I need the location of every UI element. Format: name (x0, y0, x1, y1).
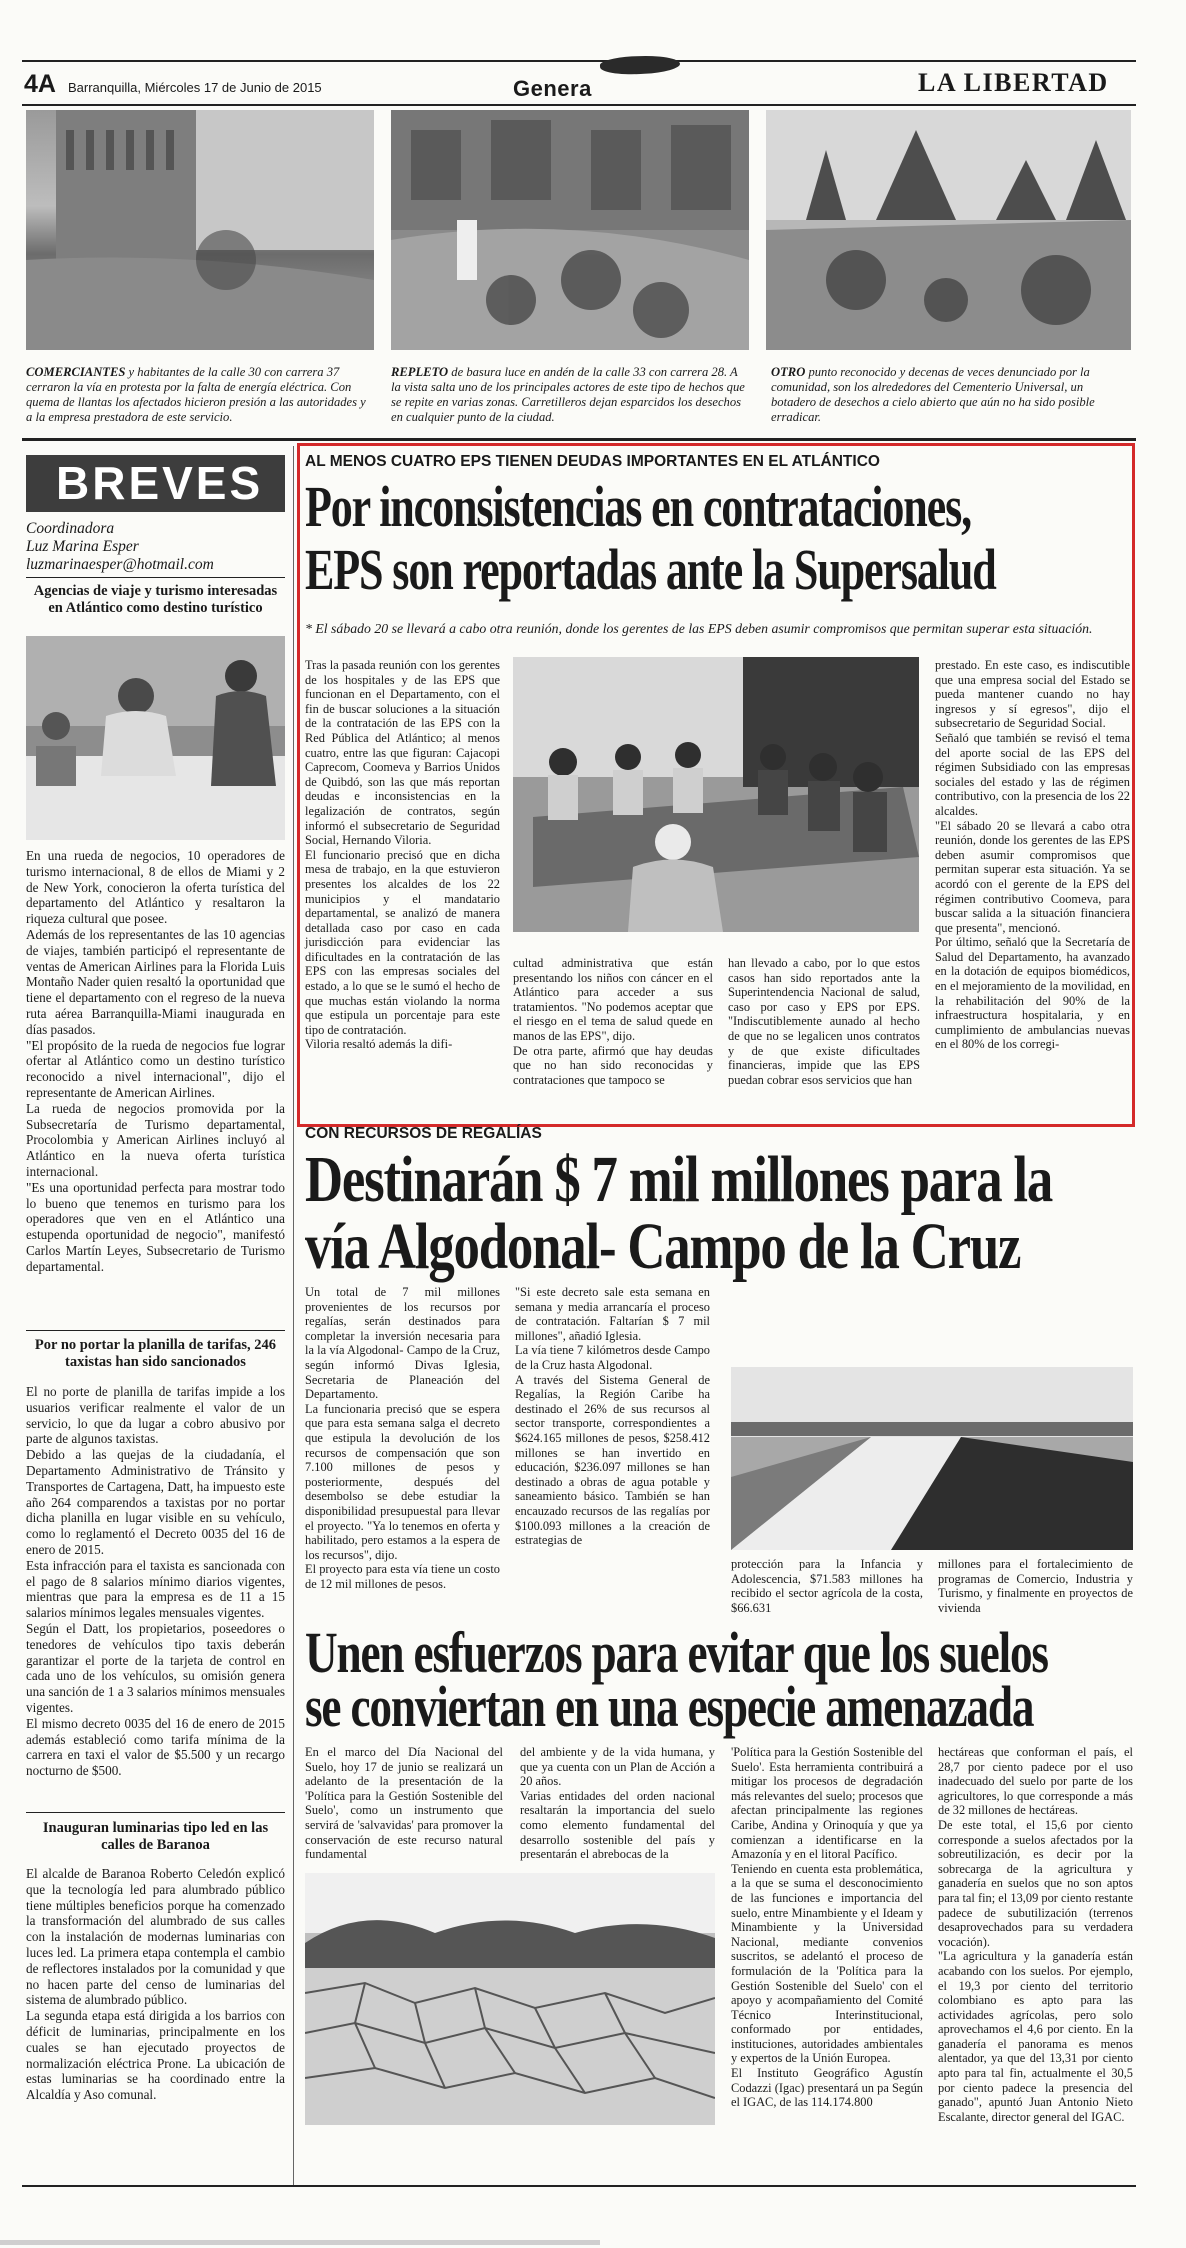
photo-road-construction (731, 1367, 1133, 1550)
caption-protest: COMERCIANTES y habitantes de la calle 30 con carrera 37 cerraron la vía en protesta por la falta de energía eléctrica. Con quema de llantas los afectados hicieron presión a las autoridades y a la empresa prestadora de este servicio. (26, 365, 366, 424)
article3-col4: hectáreas que conforman el país, el 28,7 por ciento padece por el uso inadecuado del suelo por parte de los agricultores, lo que corresponde a más de 32 millones de hectáreas. De este total, el 15,6 por ciento corresponde a suelos afectados por la sobreutilización, es decir por la sobrecarga de la agricultura y ganadería en suelos que no son aptos para tal fin; el 13,09 por ciento restante padece de subutilización (terrenos desaprovechados para su verdadera vocación). "La agricultura y la ganadería están acabando con los suelos. Por ejemplo, el 19,3 por ciento del territorio colombiano es apto para las actividades agrícolas, pero solo aprovechamos el 4,6 por ciento. En la ganadería el panorama es menos alentador, ya que del 13,31 por ciento apto para tal fin, actualmente el 30,5 por ciento padece la presencia del ganado", apuntó Juan Antonio Nieto Escalante, director general del IGAC. (938, 1745, 1133, 2124)
article1-col2: cultad administrativa que están presentando los niños con cáncer en el Atlántico para acceder a sus tratamientos. "No podemos aceptar que el riesgo en el tema de salud quede en manos de las EPS", dijo. De otra parte, afirmó que hay deudas que no han sido reconocidas y contrataciones que tampoco se (513, 956, 713, 1087)
section-name: Genera (513, 76, 592, 101)
section-smudge (600, 54, 681, 76)
coordinator-name: Luz Marina Esper (26, 538, 139, 555)
page-number: 4A (24, 70, 56, 98)
article1-kicker: AL MENOS CUATRO EPS TIENEN DEUDAS IMPORTANTES EN EL ATLÁNTICO (305, 453, 880, 470)
article1-col4: prestado. En este caso, es indiscutible que una empresa social del Estado se pueda mantener cuando no hay ingresos y sí egresos", dijo el subsecretario de Seguridad Social. Señaló que también se revisó el tema del aporte social de las EPS del régimen Subsidiado con las empresas sociales del estado y las de régimen contributivo, con la presencia de los 22 alcaldes. "El sábado 20 se llevará a cabo otra reunión, donde los gerentes de las EPS deben asumir compromisos que permitan superar esta situación. Ya se acordó con el gerente de la EPS del régimen contributivo Coomeva, para buscar salida a la situación financiera que presenta", mencionó. Por último, señaló que la Secretaría de Salud del Departamento, ha avanzado en la dotación de equipos biomédicos, en el mejoramiento de la movilidad, en la rehabilitación del 90% de la infraestructura hospitalaria, y en cumplimiento de ambulancias nuevas en el 80% de los corregi- (935, 658, 1130, 1052)
article1-col3: han llevado a cabo, por lo que estos casos han sido reportados ante la Superintendencia Nacional de salud, caso por caso y EPS por EPS. "Indiscutiblemente aunado al hecho de que no se legalicen unos contratos y de que existe dificultades financieras, impide que las EPS puedan cobrar esos servicios que han (728, 956, 920, 1087)
article3-headline-line2: se conviertan en una especie amenazada (305, 1674, 1034, 1739)
article3-headline-line1: Unen esfuerzos para evitar que los suelos (305, 1620, 1048, 1685)
caption-cemetery: OTRO punto reconocido y decenas de veces denunciado por la comunidad, son los alrededores del Cementerio Universal, un botadero de desechos a cielo abierto que aún no ha sido posible erradicar. (771, 365, 1095, 424)
article1-headline-line2: EPS son reportadas ante la Supersalud (305, 537, 996, 602)
photo-garbage-street (391, 110, 749, 350)
photo-protest-street (26, 110, 374, 350)
breves-banner: BREVES (26, 455, 285, 512)
article2-headline-line2: vía Algodonal- Campo de la Cruz (305, 1210, 1021, 1283)
breves-coordinator (26, 520, 285, 574)
article3-col1: En el marco del Día Nacional del Suelo, hoy 17 de junio se realizará un adelanto de la presentación de la 'Política para la Gestión Sostenible del Suelo', como un instrumento que servirá de 'salvavidas' para promover la conservación de este recurso natural fundamental (305, 1745, 503, 1862)
brief-title-travel: Agencias de viaje y turismo interesadas en Atlántico como destino turístico (33, 583, 278, 616)
coordinator-email: luzmarinaesper@hotmail.com (26, 556, 214, 573)
article2-col2: "Si este decreto sale esta semana en semana y media arrancaría el proceso de contratación. Faltarían $ 7 mil millones", añadió Iglesia. La vía tiene 7 kilómetros desde Campo de la Cruz hasta Algodonal. A través del Sistema General de Regalías, la Región Caribe ha destinado el 26% de sus recursos al sector transporte, correspondientes a $624.165 millones de pesos, $258.412 millones se han invertido en educación, $236.097 millones se han destinado a obras de agua potable y saneamiento básico. También se han encauzado recursos de las regalías por $100.093 millones a la creación de estrategias de (515, 1285, 710, 1548)
article3-col2: del ambiente y de la vida humana, y que ya cuenta con un Plan de Acción a 20 años. Varias entidades del orden nacional resaltarán la importancia del suelo como elemento fundamental del desarrollo sostenible del país y presentarán el abrebocas de la (520, 1745, 715, 1862)
caption-garbage: REPLETO de basura luce en andén de la calle 33 con carrera 28. A la vista salta uno de los principales actores de este tipo de hechos que se repite en varias zonas. Carretilleros dejan esparcidos los desechos en cualquier punto de la ciudad. (391, 365, 745, 424)
article3-col3: 'Política para la Gestión Sostenible del Suelo'. Esta herramienta contribuirá a mitigar los procesos de degradación más relevantes del suelo; procesos que afectan principalmente las regiones Caribe, Andina y Orinoquía y que ya comienzan a identificarse en la Amazonía y en el litoral Pacífico. Teniendo en cuenta esta problemática, a la que se suma el desconocimiento de las funciones e importancia del suelo, entre Minambiente y el Ideam y Minambiente y la Universidad Nacional, mediante convenios suscritos, se adelantó el proceso de formulación de la 'Política para la Gestión Sostenible del Suelo' con el apoyo y acompañamiento del Comité Técnico Interinstitucional, conformado por entidades, instituciones, autoridades ambientales y expertos de la Unión Europea. El Instituto Geográfico Agustín Codazzi (Igac) presentará un pa Según el IGAC, de las 114.174.800 (731, 1745, 923, 2110)
photo-eps-meeting (513, 657, 919, 932)
article2-col3: protección para la Infancia y Adolescencia, $71.583 millones ha recibido el sector agrícola de la costa, $66.631 (731, 1557, 923, 1615)
article1-col1: Tras la pasada reunión con los gerentes de los hospitales y de las EPS que funcionan en el Departamento, con el fin de buscar soluciones a la situación de la contratación de las EPS con la Red Pública del Atlántico; al menos cuatro, entre las que figuran: Cajacopi Caprecom, Coomeva y Barrios Unidos de Quibdó, son las que más reportan deudas e inconsistencias en la legalización de contratos, según informó el subsecretario de Seguridad Social, Hernando Viloria. El funcionario precisó que en dicha mesa de trabajo, en la que estuvieron presentes los alcaldes de los 22 municipios y el mandatario departamental, se analizó de manera detallada caso por caso en cada jurisdicción para evidenciar las dificultades en la contratación de las EPS con las empresas sociales del estado, a lo que se le sumó el hecho de que muchas están violando la norma que estipula un porcentaje para este tipo de contratación. Viloria resaltó además la difi- (305, 658, 500, 1052)
photo-cemetery-dump (766, 110, 1131, 350)
article2-col1: Un total de 7 mil millones provenientes de los recursos por regalías, serán destinados para completar la inversión necesaria para la la vía Algodonal- Campo de la Cruz, según informó Divas Iglesia, Secretaria de Planeación del Departamento. La funcionaria precisó que se espera que para esta semana salga el decreto que estipula la devolución de los recursos de compensación que son 7.100 millones de pesos y posteriormente, después del desembolso se debe estudiar la disponibilidad presupuestal para llevar el proyecto. "Ya lo tenemos en oferta y habilitado, pero estamos a la espera de los recursos", dijo. El proyecto para esta vía tiene un costo de 12 mil millones de pesos. (305, 1285, 500, 1591)
coordinator-label: Coordinadora (26, 520, 115, 537)
brief-body-taxis: El no porte de planilla de tarifas impide a los usuarios verificar realmente el valor de un servicio, lo que da lugar a cobro abusivo por parte de algunos taxistas. Debido a las quejas de la ciudadanía, el Departamento Administrativo de Tránsito y Transportes de Cartagena, Datt, ha impuesto este año 264 comparendos a taxistas por no portar dicha planilla en lugar visible en su vehículo, como lo reglamentó el Decreto 0035 del 16 de enero de 2015. Esta infracción para el taxista es sancionada con el pago de 8 salarios mínimo diarios vigentes, mientras que para la empresa es de 11 a 15 salarios mínimos legales mensuales vigentes. Según el Datt, los propietarios, poseedores o tenedores de vehículos tipo taxis deberán garantizar el porte de la tarjeta de control en cada uno de los vehículos, su omisión genera una sanción de 1 a 3 salarios mínimos mensuales vigentes. El mismo decreto 0035 del 16 de enero de 2015 además estableció como tarifa mínima de la carrera en taxi el valor de $5.500 y un recargo nocturno de $500. (26, 1384, 285, 1779)
article2-kicker: CON RECURSOS DE REGALÍAS (305, 1125, 542, 1142)
photo-cracked-soil (305, 1873, 715, 2125)
brief-body-luminarias: El alcalde de Baranoa Roberto Celedón explicó que la tecnología led para alumbrado público tiene múltiples beneficios porque ha comenzado la transformación del alumbrado de sus calles con la instalación de modernas luminarias con luces led. La primera etapa contempla el cambio de reflectores instalados por la comunidad y que no hacen parte del censo de luminarias del sistema de alumbrado público. La segunda etapa está dirigida a los barrios con déficit de luminarias, principalmente en los cuales se han ejecutado proyectos de normalización eléctrica Prone. La ubicación de estas luminarias se ha coordinado entre la Alcaldía y Aso comunal. (26, 1866, 285, 2103)
article2-headline-line1: Destinarán $ 7 mil millones para la (305, 1143, 1053, 1216)
photo-business-meeting (26, 636, 285, 840)
masthead: LA LIBERTAD (918, 68, 1109, 97)
brief-title-taxis: Por no portar la planilla de tarifas, 246 taxistas han sido sancionados (34, 1337, 277, 1370)
article1-headline-line1: Por inconsistencias en contrataciones, (305, 474, 971, 539)
article1-deck: * El sábado 20 se llevará a cabo otra reunión, donde los gerentes de las EPS deben asumir compromisos que permitan superar esta situación. (305, 621, 1093, 636)
brief-title-luminarias: Inauguran luminarias tipo led en las calles de Baranoa (42, 1820, 269, 1853)
dateline: Barranquilla, Miércoles 17 de Junio de 2015 (68, 80, 322, 95)
brief-body-travel: En una rueda de negocios, 10 operadores de turismo internacional, 8 de ellos de Miami y 2 de New York, conocieron la oferta turística del departamento del Atlántico y resaltaron la riqueza cultural que posee. Además de los representantes de las 10 agencias de viajes, también participó el representante de ventas de American Airlines para la Florida Luis Montaño Nader quien resaltó la oportunidad que tiene el departamento con el regreso de la nueva ruta aérea Barranquilla-Miami inaugurada en días pasados. "El propósito de la rueda de negocios fue lograr ofertar al Atlántico como un destino turístico reconocido a nivel internacional", dijo el representante de American Airlines. La rueda de negocios promovida por la Subsecretaría de Turismo departamental, Procolombia y American Airlines incluyó al Atlántico en la nueva oferta turística internacional. "Es una oportunidad perfecta para mostrar todo lo bueno que tenemos en turismo para los operadores que ven en el Atlántico una estupenda oportunidad de negocio", manifestó Carlos Martín Leyes, Subsecretario de Turismo departamental. (26, 848, 285, 1274)
article2-col4: millones para el fortalecimiento de programas de Comercio, Industria y Turismo, y finalmente en proyectos de vivienda (938, 1557, 1133, 1615)
